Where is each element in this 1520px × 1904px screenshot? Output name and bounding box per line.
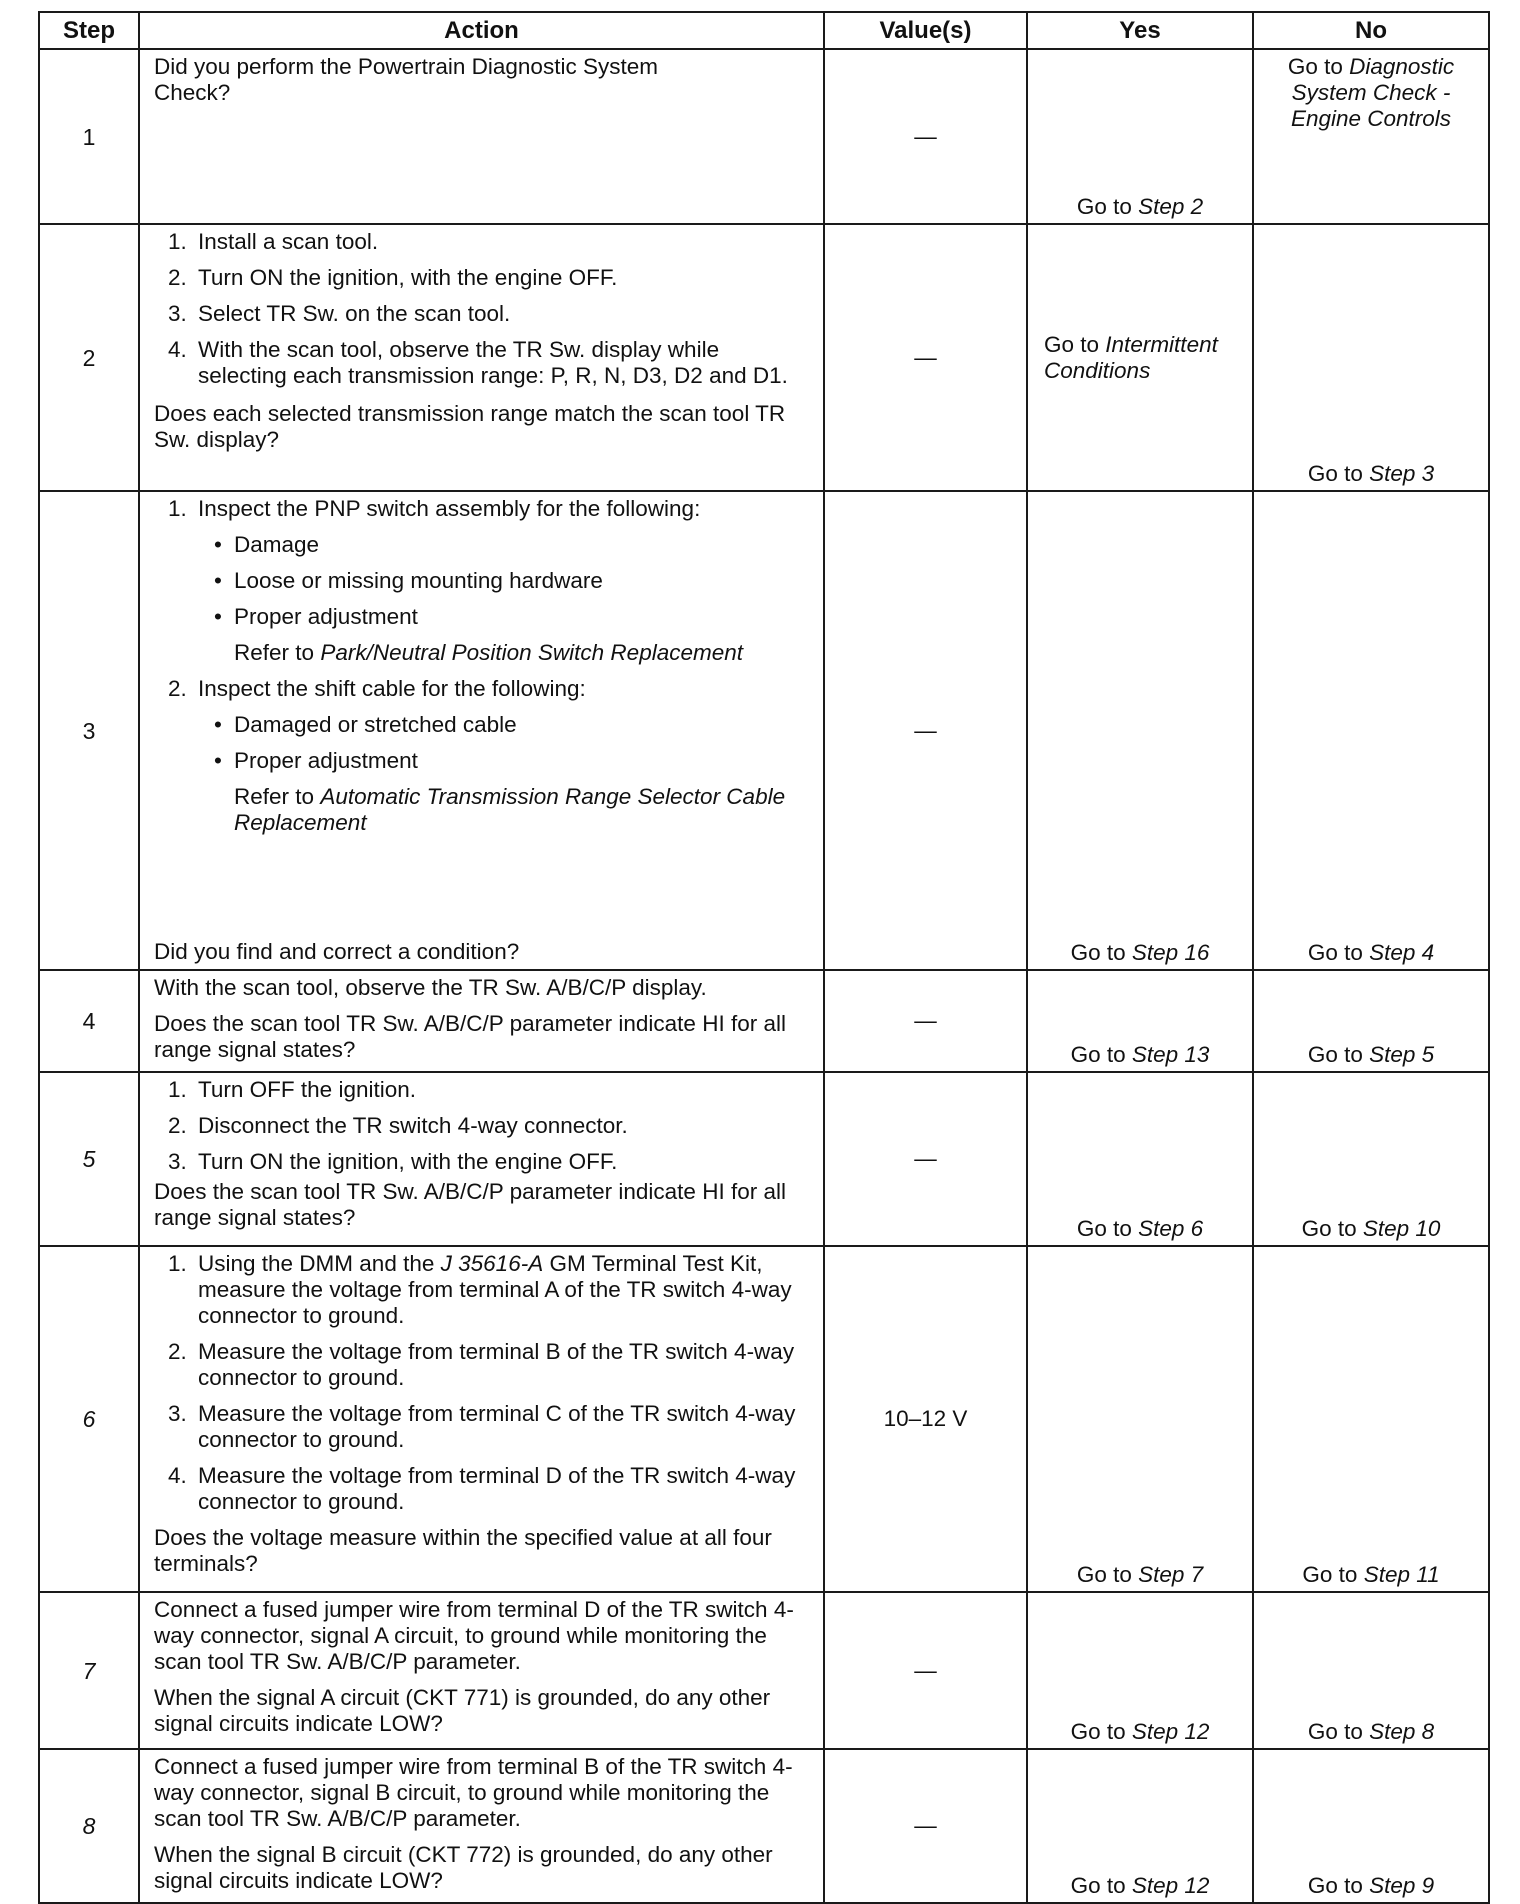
table-row bbox=[39, 49, 1489, 224]
yes-cell bbox=[1027, 970, 1253, 1072]
value-cell: — bbox=[824, 491, 1027, 970]
no-cell bbox=[1253, 1246, 1489, 1592]
list-item: 1. Using the DMM and the J 35616-A GM Terminal Test Kit, measure the voltage from terminal A of the TR switch 4-way connector to ground. bbox=[168, 1251, 792, 1328]
header-yes: Yes bbox=[1027, 12, 1253, 49]
no-goto[interactable]: Go to Step 9 bbox=[1307, 1873, 1435, 1898]
step-number: 5 bbox=[39, 1072, 139, 1246]
no-cell bbox=[1253, 224, 1489, 491]
list-item: 4. Measure the voltage from terminal D of the TR switch 4-way connector to ground. bbox=[168, 1463, 796, 1514]
bullet-list bbox=[198, 712, 813, 774]
no-cell bbox=[1253, 1072, 1489, 1246]
table-row bbox=[39, 1749, 1489, 1903]
value-cell: 10–12 V bbox=[824, 1246, 1027, 1592]
action-steps bbox=[154, 1077, 813, 1175]
list-item: 3. Select TR Sw. on the scan tool. bbox=[168, 301, 511, 326]
table-row bbox=[39, 224, 1489, 491]
no-goto[interactable]: Go to Step 4 bbox=[1307, 940, 1435, 965]
header-values: Value(s) bbox=[824, 12, 1027, 49]
no-cell bbox=[1253, 49, 1489, 224]
action-question: Does each selected transmission range match the scan tool TR Sw. display? bbox=[154, 401, 786, 452]
list-item: 1. Install a scan tool. bbox=[168, 229, 379, 254]
yes-goto[interactable]: Go to Step 16 bbox=[1070, 940, 1210, 965]
list-item: • Damage bbox=[214, 532, 320, 557]
yes-cell bbox=[1027, 1246, 1253, 1592]
action-steps bbox=[154, 496, 813, 846]
list-item: 2. Measure the voltage from terminal B of the TR switch 4-way connector to ground. bbox=[168, 1339, 795, 1390]
header-no: No bbox=[1253, 12, 1489, 49]
list-item: 2. Inspect the shift cable for the following: • Damaged or stretched cable • Proper adjustment Refer to Automatic Transmission Range Selector Cable Replacement bbox=[198, 676, 813, 836]
no-cell bbox=[1253, 1749, 1489, 1903]
action-question: Does the scan tool TR Sw. A/B/C/P parameter indicate HI for all range signal states? bbox=[154, 1179, 786, 1230]
action-question: When the signal A circuit (CKT 771) is grounded, do any other signal circuits indicate LOW? bbox=[154, 1685, 771, 1736]
list-item: 1. Inspect the PNP switch assembly for the following: • Damage • Loose or missing mounting hardware • Proper adjustment Refer to Park/Neutral Position Switch Replacement bbox=[198, 496, 813, 666]
action-cell bbox=[139, 1592, 824, 1749]
action-question: Did you perform the Powertrain Diagnostic System Check? bbox=[154, 54, 658, 105]
action-question: Did you find and correct a condition? bbox=[154, 939, 520, 964]
step-number: 1 bbox=[39, 49, 139, 224]
no-goto[interactable]: Go to Step 5 bbox=[1307, 1042, 1435, 1067]
action-cell bbox=[139, 1749, 824, 1903]
action-cell bbox=[139, 1072, 824, 1246]
action-cell bbox=[139, 1246, 824, 1592]
step-number: 4 bbox=[39, 970, 139, 1072]
step-number: 7 bbox=[39, 1592, 139, 1749]
no-goto[interactable]: Go to Step 8 bbox=[1307, 1719, 1435, 1744]
table-row bbox=[39, 970, 1489, 1072]
step-number: 3 bbox=[39, 491, 139, 970]
step-number: 6 bbox=[39, 1246, 139, 1592]
action-cell bbox=[139, 49, 824, 224]
yes-cell bbox=[1027, 224, 1253, 491]
value-cell: — bbox=[824, 970, 1027, 1072]
list-item: 3. Turn ON the ignition, with the engine OFF. bbox=[168, 1149, 618, 1174]
no-cell bbox=[1253, 491, 1489, 970]
yes-cell bbox=[1027, 491, 1253, 970]
table-row bbox=[39, 1072, 1489, 1246]
list-item: • Proper adjustment bbox=[214, 604, 418, 629]
action-text: Connect a fused jumper wire from terminal B of the TR switch 4-way connector, signal B circuit, to ground while monitoring the scan tool TR Sw. A/B/C/P parameter. bbox=[154, 1754, 793, 1831]
header-action: Action bbox=[139, 12, 824, 49]
yes-goto[interactable]: Go to Step 12 bbox=[1070, 1873, 1210, 1898]
action-question: Does the voltage measure within the specified value at all four terminals? bbox=[154, 1525, 772, 1576]
yes-goto[interactable]: Go to Intermittent Conditions bbox=[1044, 331, 1218, 383]
action-question: When the signal B circuit (CKT 772) is grounded, do any other signal circuits indicate LOW? bbox=[154, 1842, 773, 1893]
action-steps bbox=[154, 1251, 813, 1515]
refer-note[interactable]: Refer to Park/Neutral Position Switch Replacement bbox=[234, 640, 744, 665]
action-text: With the scan tool, observe the TR Sw. A/B/C/P display. bbox=[154, 975, 707, 1000]
yes-cell bbox=[1027, 1072, 1253, 1246]
bullet-list bbox=[198, 532, 813, 630]
yes-goto[interactable]: Go to Step 7 bbox=[1076, 1562, 1204, 1587]
yes-cell bbox=[1027, 49, 1253, 224]
no-cell bbox=[1253, 970, 1489, 1072]
value-cell: — bbox=[824, 1592, 1027, 1749]
no-goto[interactable]: Go to Step 11 bbox=[1302, 1562, 1440, 1587]
action-steps bbox=[154, 229, 813, 389]
list-item: 1. Turn OFF the ignition. bbox=[168, 1077, 417, 1102]
no-goto[interactable]: Go to Step 3 bbox=[1307, 461, 1435, 486]
table-row bbox=[39, 1592, 1489, 1749]
yes-cell bbox=[1027, 1592, 1253, 1749]
list-item: • Loose or missing mounting hardware bbox=[214, 568, 603, 593]
value-cell: — bbox=[824, 49, 1027, 224]
table-row bbox=[39, 1246, 1489, 1592]
value-cell: — bbox=[824, 224, 1027, 491]
yes-cell bbox=[1027, 1749, 1253, 1903]
no-goto[interactable]: Go to Step 10 bbox=[1301, 1216, 1441, 1241]
action-question: Does the scan tool TR Sw. A/B/C/P parameter indicate HI for all range signal states? bbox=[154, 1011, 786, 1062]
diagnostic-table bbox=[38, 11, 1490, 1904]
no-goto[interactable]: Go to Diagnostic System Check - Engine Controls bbox=[1287, 54, 1455, 131]
header-step: Step bbox=[39, 12, 139, 49]
yes-goto[interactable]: Go to Step 6 bbox=[1076, 1216, 1204, 1241]
action-cell bbox=[139, 224, 824, 491]
action-cell bbox=[139, 491, 824, 970]
list-item: 4. With the scan tool, observe the TR Sw. display while selecting each transmission range: P, R, N, D3, D2 and D1. bbox=[168, 337, 788, 388]
yes-goto[interactable]: Go to Step 12 bbox=[1070, 1719, 1210, 1744]
list-item: 2. Disconnect the TR switch 4-way connector. bbox=[168, 1113, 628, 1138]
step-number: 2 bbox=[39, 224, 139, 491]
refer-note[interactable]: Refer to Automatic Transmission Range Selector Cable Replacement bbox=[234, 784, 786, 835]
yes-goto[interactable]: Go to Step 13 bbox=[1070, 1042, 1210, 1067]
list-item: • Proper adjustment bbox=[214, 748, 418, 773]
value-cell: — bbox=[824, 1072, 1027, 1246]
no-cell bbox=[1253, 1592, 1489, 1749]
header-row bbox=[39, 12, 1489, 49]
yes-goto[interactable]: Go to Step 2 bbox=[1076, 194, 1204, 219]
value-cell: — bbox=[824, 1749, 1027, 1903]
action-text: Connect a fused jumper wire from terminal D of the TR switch 4-way connector, signal A circuit, to ground while monitoring the scan tool TR Sw. A/B/C/P parameter. bbox=[154, 1597, 794, 1674]
list-item: 3. Measure the voltage from terminal C of the TR switch 4-way connector to ground. bbox=[168, 1401, 796, 1452]
step-number: 8 bbox=[39, 1749, 139, 1903]
table-row bbox=[39, 491, 1489, 970]
list-item: • Damaged or stretched cable bbox=[214, 712, 517, 737]
action-cell bbox=[139, 970, 824, 1072]
list-item: 2. Turn ON the ignition, with the engine OFF. bbox=[168, 265, 618, 290]
